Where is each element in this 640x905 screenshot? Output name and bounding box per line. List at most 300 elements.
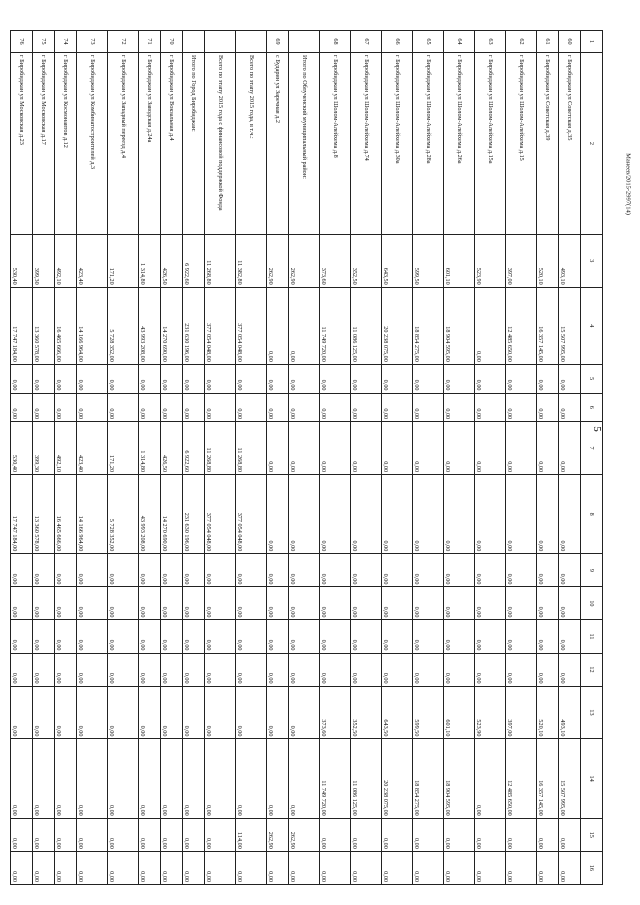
value-cell: 0,00	[413, 587, 444, 620]
value-cell: 0,00	[267, 287, 289, 364]
value-cell: 423,40	[77, 422, 108, 475]
value-cell: 0,00	[108, 818, 139, 851]
value-cell: 0,00	[320, 422, 351, 475]
row-number: 73	[77, 31, 108, 53]
value-cell: 0,00	[320, 554, 351, 587]
value-cell: 0,00	[506, 851, 537, 884]
value-cell: 13 360 578,00	[33, 287, 55, 364]
value-cell: 0,00	[382, 393, 413, 422]
value-cell: 0,00	[382, 364, 413, 393]
value-cell: 0,00	[267, 686, 289, 739]
value-cell: 14 166 964,00	[77, 287, 108, 364]
value-cell: 20 238 075,00	[382, 287, 413, 364]
value-cell: 426,50	[161, 422, 183, 475]
header-cell: 12	[581, 653, 603, 686]
value-cell: 0,00	[351, 620, 382, 653]
value-cell: 0,00	[559, 587, 581, 620]
table-viewport	[11, 30, 603, 885]
header-cell: 3	[581, 234, 603, 287]
row-number	[289, 31, 320, 53]
value-cell: 0,00	[351, 818, 382, 851]
value-cell: 0,00	[267, 620, 289, 653]
address-cell: г Биробиджан ул Шолом-Алейхема д.30а	[382, 53, 413, 235]
value-cell: 0,00	[183, 818, 205, 851]
value-cell: 0,00	[139, 739, 161, 818]
value-cell: 0,00	[444, 475, 475, 554]
value-cell: 0,00	[382, 653, 413, 686]
table-row	[33, 31, 55, 885]
value-cell: 16 465 666,00	[55, 475, 77, 554]
row-number	[205, 31, 236, 53]
value-cell: 399,30	[33, 234, 55, 287]
value-cell: 0,00	[11, 851, 33, 884]
value-cell: 0,00	[183, 364, 205, 393]
value-cell: 0,00	[77, 554, 108, 587]
value-cell: 0,00	[444, 364, 475, 393]
value-cell: 0,00	[33, 739, 55, 818]
value-cell: 114,00	[236, 818, 267, 851]
value-cell: 0,00	[537, 475, 559, 554]
address-cell: г Биробиджан ул Московская д.17	[33, 53, 55, 235]
value-cell: 0,00	[11, 587, 33, 620]
value-cell: 14 166 964,00	[77, 475, 108, 554]
value-cell: 0,00	[267, 422, 289, 475]
value-cell: 0,00	[320, 364, 351, 393]
value-cell: 171,20	[108, 234, 139, 287]
value-cell: 0,00	[108, 653, 139, 686]
value-cell: 18 854 275,00	[413, 287, 444, 364]
value-cell: 0,00	[205, 739, 236, 818]
value-cell: 0,00	[320, 620, 351, 653]
value-cell: 0,00	[267, 554, 289, 587]
value-cell: 352,50	[351, 686, 382, 739]
value-cell: 0,00	[267, 587, 289, 620]
address-cell: Итого по Облученский муниципальный район:	[289, 53, 320, 235]
address-cell: с Бударин ул Заречная д.2	[267, 53, 289, 235]
value-cell: 6 922,60	[183, 422, 205, 475]
row-number: 71	[139, 31, 161, 53]
address-cell: г Биробиджан ул Шолом-Алейхема д.8	[320, 53, 351, 235]
header-cell: 4	[581, 287, 603, 364]
table-row	[205, 31, 236, 885]
value-cell: 0,00	[236, 393, 267, 422]
value-cell: 0,00	[55, 818, 77, 851]
value-cell: 0,00	[161, 587, 183, 620]
value-cell: 0,00	[444, 422, 475, 475]
address-cell: г Биробиджан ул Шолом-Алейхема д.28а	[413, 53, 444, 235]
value-cell: 0,00	[33, 364, 55, 393]
value-cell: 0,00	[506, 393, 537, 422]
value-cell: 601,10	[444, 234, 475, 287]
document-reference	[616, 0, 640, 905]
value-cell: 0,00	[289, 554, 320, 587]
value-cell: 0,00	[506, 422, 537, 475]
value-cell: 231 630 196,00	[183, 287, 205, 364]
value-cell: 426,50	[161, 234, 183, 287]
value-cell: 0,00	[183, 554, 205, 587]
value-cell: 0,00	[161, 393, 183, 422]
table-row	[77, 31, 108, 885]
table-row	[11, 31, 33, 885]
header-cell: 16	[581, 851, 603, 884]
value-cell: 0,00	[289, 287, 320, 364]
value-cell: 0,00	[33, 554, 55, 587]
value-cell: 0,00	[55, 587, 77, 620]
address-cell: Итого по Город Биробиджан:	[183, 53, 205, 235]
value-cell: 0,00	[139, 554, 161, 587]
value-cell: 643,50	[382, 234, 413, 287]
value-cell: 0,00	[33, 393, 55, 422]
value-cell: 0,00	[559, 554, 581, 587]
value-cell: 0,00	[289, 587, 320, 620]
value-cell: 0,00	[205, 587, 236, 620]
value-cell: 0,00	[351, 554, 382, 587]
value-cell: 0,00	[236, 851, 267, 884]
value-cell: 377 054 048,00	[236, 287, 267, 364]
value-cell: 492,10	[55, 422, 77, 475]
value-cell: 0,00	[139, 818, 161, 851]
value-cell: 0,00	[267, 653, 289, 686]
address-cell: г Биробиджан ул Советская д.35	[559, 53, 581, 235]
header-cell: 15	[581, 818, 603, 851]
row-number: 66	[382, 31, 413, 53]
address-cell: г Биробиджан ул Шолом-Алейхема д.74	[351, 53, 382, 235]
value-cell: 0,00	[183, 393, 205, 422]
value-cell: 0,00	[506, 818, 537, 851]
value-cell: 0,00	[289, 422, 320, 475]
value-cell: 0,00	[413, 364, 444, 393]
value-cell: 262,90	[267, 234, 289, 287]
value-cell: 0,00	[382, 818, 413, 851]
value-cell: 15 507 995,00	[559, 739, 581, 818]
value-cell: 18 904 595,00	[444, 739, 475, 818]
value-cell: 520,10	[537, 234, 559, 287]
table-row	[267, 31, 289, 885]
table-row	[161, 31, 183, 885]
address-cell: г Биробиджан ул Советская д.39	[537, 53, 559, 235]
row-number: 74	[55, 31, 77, 53]
value-cell: 0,00	[289, 653, 320, 686]
value-cell: 0,00	[351, 422, 382, 475]
value-cell: 0,00	[33, 818, 55, 851]
value-cell: 0,00	[33, 653, 55, 686]
value-cell: 0,00	[475, 554, 506, 587]
header-cell: 9	[581, 554, 603, 587]
value-cell: 0,00	[506, 475, 537, 554]
value-cell: 5 728 352,00	[108, 287, 139, 364]
value-cell: 0,00	[55, 393, 77, 422]
value-cell: 0,00	[351, 587, 382, 620]
address-cell: Всего по этапу 2015 года, в т.ч.:	[236, 53, 267, 235]
value-cell: 0,00	[267, 364, 289, 393]
value-cell: 0,00	[444, 851, 475, 884]
value-cell: 0,00	[320, 851, 351, 884]
value-cell: 0,00	[475, 818, 506, 851]
value-cell: 0,00	[11, 818, 33, 851]
value-cell: 0,00	[108, 393, 139, 422]
value-cell: 0,00	[139, 851, 161, 884]
row-number: 64	[444, 31, 475, 53]
value-cell: 0,00	[33, 851, 55, 884]
value-cell: 0,00	[537, 393, 559, 422]
value-cell: 262,90	[267, 818, 289, 851]
value-cell: 377 054 048,00	[236, 475, 267, 554]
value-cell: 0,00	[382, 475, 413, 554]
row-number	[183, 31, 205, 53]
value-cell: 17 747 184,00	[11, 475, 33, 554]
value-cell: 0,00	[55, 364, 77, 393]
value-cell: 0,00	[77, 364, 108, 393]
value-cell: 0,00	[11, 686, 33, 739]
value-cell: 0,00	[161, 653, 183, 686]
row-number: 60	[559, 31, 581, 53]
value-cell: 0,00	[77, 818, 108, 851]
value-cell: 0,00	[444, 554, 475, 587]
value-cell: 0,00	[267, 475, 289, 554]
value-cell: 0,00	[77, 653, 108, 686]
value-cell: 0,00	[475, 739, 506, 818]
header-cell: 7	[581, 422, 603, 475]
value-cell: 0,00	[183, 620, 205, 653]
value-cell: 520,10	[537, 686, 559, 739]
value-cell: 0,00	[33, 686, 55, 739]
value-cell: 6 922,60	[183, 234, 205, 287]
value-cell: 397,00	[506, 686, 537, 739]
value-cell: 0,00	[33, 587, 55, 620]
value-cell: 0,00	[413, 475, 444, 554]
value-cell: 0,00	[267, 851, 289, 884]
value-cell: 0,00	[77, 587, 108, 620]
value-cell: 0,00	[108, 554, 139, 587]
value-cell: 0,00	[413, 554, 444, 587]
table-row	[475, 31, 506, 885]
value-cell: 0,00	[77, 620, 108, 653]
address-cell: г Биробиджан ул Вокзальная д.4	[161, 53, 183, 235]
value-cell: 0,00	[289, 851, 320, 884]
value-cell: 0,00	[139, 393, 161, 422]
value-cell: 0,00	[559, 393, 581, 422]
value-cell: 377 054 048,00	[205, 475, 236, 554]
value-cell: 11 382,80	[236, 234, 267, 287]
value-cell: 0,00	[475, 393, 506, 422]
header-cell: 8	[581, 475, 603, 554]
value-cell: 1 314,80	[139, 234, 161, 287]
value-cell: 0,00	[475, 422, 506, 475]
value-cell: 0,00	[108, 851, 139, 884]
value-cell: 0,00	[183, 739, 205, 818]
value-cell: 493,10	[559, 234, 581, 287]
value-cell: 0,00	[161, 620, 183, 653]
value-cell: 0,00	[559, 620, 581, 653]
value-cell: 601,10	[444, 686, 475, 739]
value-cell: 0,00	[183, 653, 205, 686]
value-cell: 231 630 196,00	[183, 475, 205, 554]
value-cell: 373,60	[320, 234, 351, 287]
value-cell: 0,00	[506, 364, 537, 393]
data-table	[10, 30, 603, 885]
value-cell: 17 747 184,00	[11, 287, 33, 364]
value-cell: 0,00	[161, 364, 183, 393]
value-cell: 0,00	[139, 587, 161, 620]
row-number	[236, 31, 267, 53]
header-cell: 5	[581, 364, 603, 393]
value-cell: 0,00	[506, 620, 537, 653]
value-cell: 599,50	[413, 686, 444, 739]
value-cell: 5 728 352,00	[108, 475, 139, 554]
row-number: 63	[475, 31, 506, 53]
value-cell: 0,00	[108, 620, 139, 653]
value-cell: 11 749 720,00	[320, 739, 351, 818]
page-number: 5	[590, 426, 603, 432]
value-cell: 0,00	[236, 739, 267, 818]
value-cell: 0,00	[77, 686, 108, 739]
value-cell: 171,20	[108, 422, 139, 475]
value-cell: 0,00	[236, 554, 267, 587]
value-cell: 0,00	[475, 851, 506, 884]
value-cell: 0,00	[320, 818, 351, 851]
value-cell: 0,00	[55, 653, 77, 686]
table-row	[320, 31, 351, 885]
value-cell: 0,00	[475, 587, 506, 620]
value-cell: 0,00	[108, 587, 139, 620]
value-cell: 0,00	[537, 554, 559, 587]
value-cell: 0,00	[236, 686, 267, 739]
value-cell: 0,00	[11, 393, 33, 422]
row-number: 65	[413, 31, 444, 53]
document-reference-text: Манеев/2015-2997(14)	[624, 153, 632, 215]
header-cell: 14	[581, 739, 603, 818]
value-cell: 0,00	[108, 364, 139, 393]
value-cell: 0,00	[320, 393, 351, 422]
value-cell: 423,40	[77, 234, 108, 287]
value-cell: 0,00	[11, 620, 33, 653]
value-cell: 530,40	[11, 422, 33, 475]
value-cell: 0,00	[559, 364, 581, 393]
value-cell: 0,00	[77, 851, 108, 884]
address-cell: Всего по этапу 2015 года с финансовой поддержкой Фонда	[205, 53, 236, 235]
value-cell: 15 507 995,00	[559, 287, 581, 364]
value-cell: 0,00	[475, 364, 506, 393]
value-cell: 0,00	[537, 620, 559, 653]
value-cell: 0,00	[413, 393, 444, 422]
value-cell: 0,00	[236, 364, 267, 393]
value-cell: 492,10	[55, 234, 77, 287]
value-cell: 0,00	[11, 653, 33, 686]
value-cell: 0,00	[382, 422, 413, 475]
value-cell: 0,00	[55, 554, 77, 587]
header-cell: 2	[581, 53, 603, 235]
value-cell: 0,00	[161, 554, 183, 587]
value-cell: 0,00	[183, 587, 205, 620]
value-cell: 11 086 125,00	[351, 739, 382, 818]
value-cell: 0,00	[559, 422, 581, 475]
value-cell: 0,00	[506, 554, 537, 587]
value-cell: 20 238 075,00	[382, 739, 413, 818]
value-cell: 0,00	[236, 620, 267, 653]
value-cell: 11 268,80	[205, 422, 236, 475]
value-cell: 0,00	[205, 851, 236, 884]
value-cell: 0,00	[382, 851, 413, 884]
value-cell: 0,00	[320, 475, 351, 554]
address-cell: г Биробиджан ул Заводская д.24а	[139, 53, 161, 235]
row-number: 69	[267, 31, 289, 53]
value-cell: 0,00	[351, 475, 382, 554]
address-cell: г Биробиджан ул Шолом-Алейхема д.15	[506, 53, 537, 235]
value-cell: 373,60	[320, 686, 351, 739]
value-cell: 0,00	[205, 554, 236, 587]
value-cell: 16 465 666,00	[55, 287, 77, 364]
header-cell: 13	[581, 686, 603, 739]
value-cell: 0,00	[289, 364, 320, 393]
value-cell: 0,00	[382, 554, 413, 587]
value-cell: 0,00	[33, 620, 55, 653]
value-cell: 0,00	[205, 653, 236, 686]
value-cell: 18 904 595,00	[444, 287, 475, 364]
address-cell: г Биробиджан ул Шолом-Алейхема д.26а	[444, 53, 475, 235]
value-cell: 0,00	[475, 475, 506, 554]
value-cell: 0,00	[444, 818, 475, 851]
value-cell: 0,00	[475, 620, 506, 653]
value-cell: 0,00	[475, 653, 506, 686]
value-cell: 0,00	[444, 587, 475, 620]
value-cell: 0,00	[506, 587, 537, 620]
value-cell: 0,00	[11, 364, 33, 393]
row-number: 61	[537, 31, 559, 53]
value-cell: 1 314,80	[139, 422, 161, 475]
value-cell: 16 357 145,00	[537, 739, 559, 818]
value-cell: 0,00	[559, 475, 581, 554]
value-cell: 0,00	[559, 851, 581, 884]
table-row	[506, 31, 537, 885]
value-cell: 0,00	[289, 393, 320, 422]
header-cell: 10	[581, 587, 603, 620]
value-cell: 0,00	[537, 364, 559, 393]
table-row	[351, 31, 382, 885]
table-row	[289, 31, 320, 885]
value-cell: 0,00	[205, 818, 236, 851]
value-cell: 18 854 275,00	[413, 739, 444, 818]
table-row	[108, 31, 139, 885]
value-cell: 0,00	[444, 393, 475, 422]
value-cell: 43 993 208,00	[139, 475, 161, 554]
value-cell: 0,00	[161, 851, 183, 884]
table-row	[139, 31, 161, 885]
address-cell: г Биробиджан ул Шолом-Алейхема д.15а	[475, 53, 506, 235]
value-cell: 493,10	[559, 686, 581, 739]
row-number: 67	[351, 31, 382, 53]
value-cell: 0,00	[444, 620, 475, 653]
value-cell: 14 270 690,00	[161, 287, 183, 364]
value-cell: 0,00	[559, 653, 581, 686]
value-cell: 11 268,80	[205, 234, 236, 287]
value-cell: 0,00	[444, 653, 475, 686]
value-cell: 0,00	[236, 587, 267, 620]
value-cell: 599,50	[413, 234, 444, 287]
value-cell: 0,00	[320, 653, 351, 686]
value-cell: 0,00	[183, 851, 205, 884]
value-cell: 0,00	[205, 364, 236, 393]
value-cell: 0,00	[351, 393, 382, 422]
value-cell: 0,00	[351, 364, 382, 393]
table-row	[559, 31, 581, 885]
value-cell: 0,00	[537, 587, 559, 620]
value-cell: 397,00	[506, 234, 537, 287]
value-cell: 0,00	[161, 686, 183, 739]
value-cell: 377 054 048,00	[205, 287, 236, 364]
value-cell: 0,00	[77, 393, 108, 422]
row-number: 76	[11, 31, 33, 53]
value-cell: 0,00	[289, 475, 320, 554]
